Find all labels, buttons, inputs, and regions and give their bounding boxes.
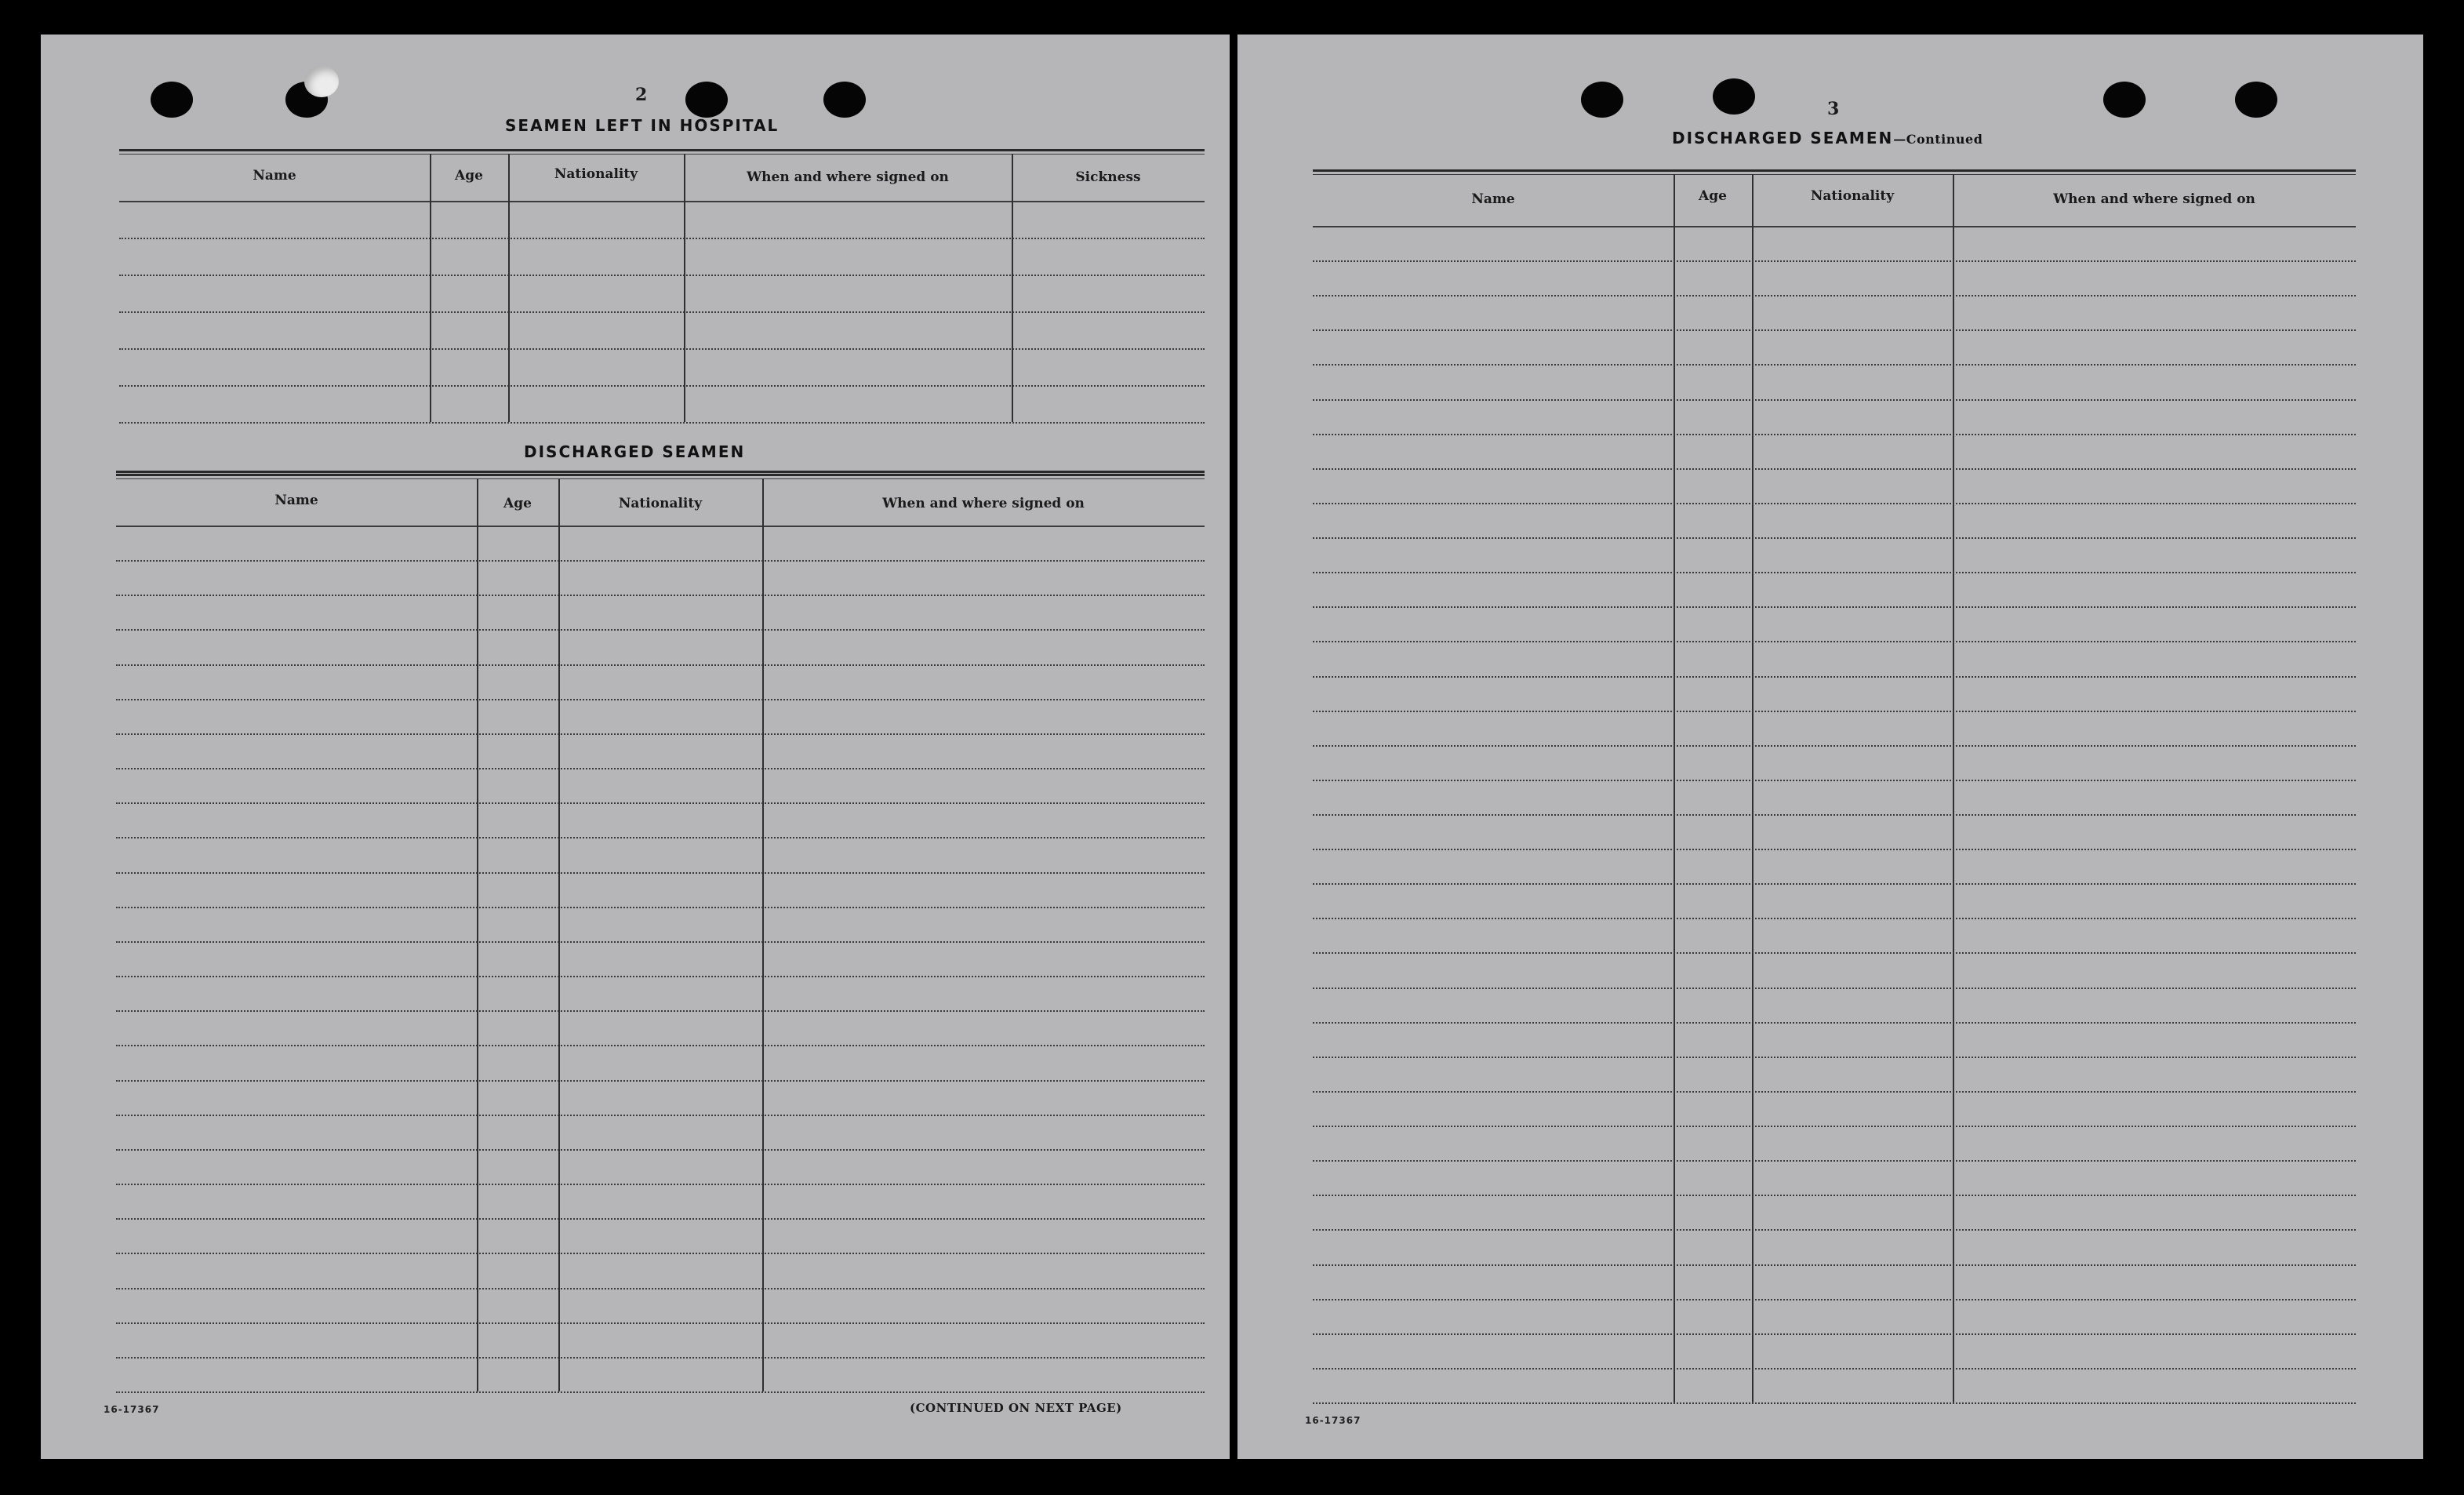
table-row: [1313, 295, 2356, 296]
table-row: [119, 238, 1205, 239]
punch-hole: [2235, 82, 2277, 118]
column-header: Name: [253, 168, 296, 184]
table-row: [1313, 1126, 2356, 1127]
table-row: [116, 1045, 1205, 1046]
table-row: [116, 1149, 1205, 1151]
table-top-rule: [116, 474, 1205, 476]
table-row: [1313, 260, 2356, 262]
column-header: Age: [503, 496, 532, 511]
table-row: [1313, 1368, 2356, 1370]
page-number: 2: [635, 85, 648, 105]
table-row: [116, 1322, 1205, 1324]
table-row: [116, 1288, 1205, 1289]
column-header: Sickness: [1075, 169, 1141, 185]
table-row: [119, 385, 1205, 387]
table-row: [116, 1080, 1205, 1082]
table-row: [1313, 537, 2356, 539]
column-divider: [1953, 174, 1954, 1402]
column-header: Name: [274, 493, 318, 508]
column-divider: [1752, 174, 1754, 1402]
table-row: [1313, 780, 2356, 781]
table-top-rule: [1313, 169, 2356, 172]
continued-label: —Continued: [1893, 132, 1983, 147]
table-row: [1313, 883, 2356, 885]
column-divider: [430, 154, 431, 422]
table-row: [1313, 1299, 2356, 1300]
table-row: [116, 1391, 1205, 1393]
table-row: [1313, 399, 2356, 401]
table-row: [1313, 468, 2356, 470]
table-row: [1313, 1264, 2356, 1266]
header-underline: [116, 526, 1205, 527]
table-row: [116, 1010, 1205, 1012]
form-code: 16-17367: [104, 1404, 160, 1415]
table-row: [116, 976, 1205, 977]
column-divider: [508, 154, 510, 422]
table-row: [116, 1115, 1205, 1116]
table-row: [1313, 364, 2356, 366]
column-header: Name: [1471, 191, 1515, 207]
punch-hole: [823, 82, 866, 118]
table-row: [116, 872, 1205, 874]
section-title-text: DISCHARGED SEAMEN: [1672, 129, 1894, 147]
table-row: [1313, 641, 2356, 642]
header-underline: [1313, 226, 2356, 227]
punch-hole: [2103, 82, 2146, 118]
table-row: [116, 802, 1205, 804]
table-row: [1313, 711, 2356, 712]
column-header: Nationality: [618, 496, 703, 511]
continued-note: (CONTINUED ON NEXT PAGE): [910, 1401, 1122, 1415]
hospital-section-title: SEAMEN LEFT IN HOSPITAL: [505, 116, 780, 135]
column-header: Age: [1699, 188, 1727, 204]
punch-hole: [685, 82, 728, 118]
table-row: [116, 837, 1205, 838]
table-top-rule: [116, 478, 1205, 479]
table-row: [1313, 676, 2356, 678]
table-row: [1313, 1195, 2356, 1196]
table-row: [1313, 434, 2356, 435]
table-top-rule: [119, 154, 1205, 155]
column-divider: [684, 154, 685, 422]
table-row: [1313, 503, 2356, 504]
page-number: 3: [1827, 99, 1840, 119]
table-row: [116, 907, 1205, 908]
column-header: When and where signed on: [747, 169, 949, 185]
table-row: [119, 311, 1205, 313]
left-page: [41, 35, 1230, 1459]
column-divider: [1012, 154, 1013, 422]
table-row: [1313, 1022, 2356, 1024]
table-row: [1313, 329, 2356, 331]
punch-hole: [304, 66, 339, 97]
table-row: [1313, 745, 2356, 747]
table-row: [1313, 1402, 2356, 1404]
column-header: Nationality: [554, 166, 638, 182]
table-row: [1313, 814, 2356, 816]
table-row: [1313, 918, 2356, 919]
table-row: [116, 1218, 1205, 1220]
table-row: [119, 275, 1205, 276]
discharged-continued-title: [1672, 129, 1982, 147]
table-row: [1313, 1057, 2356, 1058]
table-row: [1313, 1091, 2356, 1093]
table-row: [1313, 1160, 2356, 1162]
column-divider: [558, 478, 560, 1391]
table-row: [1313, 606, 2356, 608]
column-header: When and where signed on: [2053, 191, 2255, 207]
table-row: [116, 768, 1205, 769]
table-row: [1313, 572, 2356, 573]
column-divider: [762, 478, 764, 1391]
column-divider: [477, 478, 478, 1391]
discharged-section-title: DISCHARGED SEAMEN: [524, 442, 746, 461]
table-row: [1313, 849, 2356, 850]
form-code: 16-17367: [1305, 1415, 1361, 1426]
table-row: [116, 941, 1205, 943]
section-divider-rule: [116, 471, 1205, 473]
table-row: [116, 664, 1205, 666]
table-row: [1313, 988, 2356, 989]
header-underline: [119, 201, 1205, 202]
column-header: Age: [455, 168, 483, 184]
table-row: [1313, 1229, 2356, 1231]
table-row: [1313, 1333, 2356, 1335]
table-row: [116, 595, 1205, 596]
table-row: [116, 560, 1205, 562]
table-row: [116, 1184, 1205, 1185]
table-row: [116, 629, 1205, 631]
column-divider: [1674, 174, 1675, 1402]
punch-hole: [1581, 82, 1623, 118]
table-row: [116, 1357, 1205, 1359]
table-row: [116, 733, 1205, 735]
right-page: [1237, 35, 2423, 1459]
column-header: Nationality: [1810, 188, 1895, 204]
column-header: When and where signed on: [882, 496, 1085, 511]
table-row: [1313, 952, 2356, 954]
table-row: [116, 699, 1205, 700]
table-top-rule: [119, 149, 1205, 151]
table-row: [119, 422, 1205, 424]
punch-hole: [151, 82, 193, 118]
table-row: [119, 348, 1205, 350]
punch-hole: [1713, 78, 1755, 115]
table-row: [116, 1253, 1205, 1254]
table-top-rule: [1313, 174, 2356, 175]
